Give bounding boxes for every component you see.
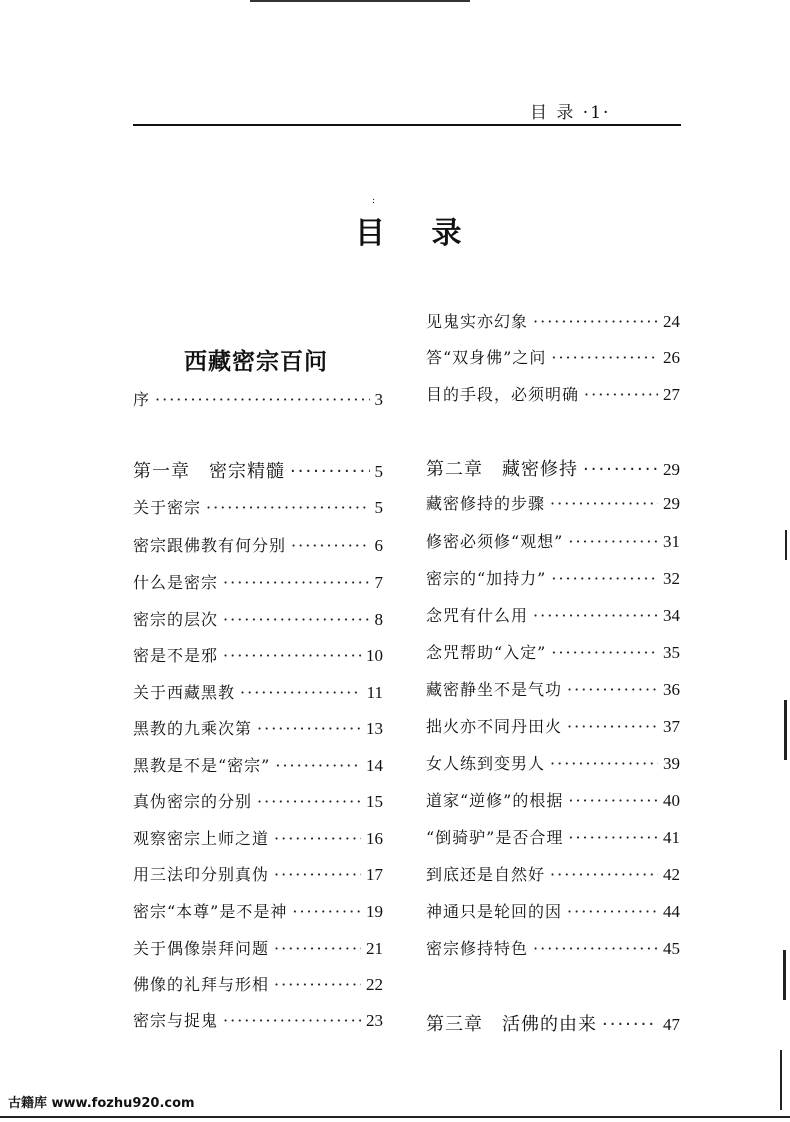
toc-page-number: 3 [374,390,383,409]
toc-entry-title: 佛像的礼拜与形相 [133,975,270,994]
toc-page-number: 15 [366,792,383,811]
toc-entry-title: 神通只是轮回的因 [426,902,563,921]
toc-entry-title: 念咒帮助“入定” [426,643,547,662]
toc-entry [426,566,680,589]
toc-leader-dots [533,312,658,331]
scan-margin-mark [780,1050,782,1110]
toc-entry [426,382,680,405]
toc-page-number: 23 [366,1011,383,1030]
toc-entry-title: 密宗与捉鬼 [133,1011,219,1030]
toc-leader-dots [291,536,369,555]
toc-page-number: 8 [374,610,383,629]
scan-speck: : [372,196,376,206]
toc-entry [133,826,383,849]
toc-leader-dots [240,683,362,702]
toc-page-number: 5 [374,498,383,517]
toc-entry-title: 关于偶像崇拜问题 [133,939,270,958]
toc-page-number: 5 [374,462,383,481]
toc-page-number: 24 [663,312,680,331]
toc-entry [133,899,383,922]
toc-leader-dots [206,498,369,517]
toc-entry-title: 观察密宗上师之道 [133,829,270,848]
toc-entry [133,1008,383,1031]
toc-entry [426,751,680,774]
toc-page-number: 40 [663,791,680,810]
toc-leader-dots [223,646,361,665]
toc-page-number: 42 [663,865,680,884]
toc-leader-dots [567,902,658,921]
toc-entry-title: 密是不是邪 [133,646,219,665]
toc-entry [133,680,383,703]
toc-entry-title: 密宗跟佛教有何分别 [133,536,287,555]
toc-entry-title: 密宗的层次 [133,610,219,629]
toc-entry-title: 序 [133,390,151,409]
toc-leader-dots [550,754,658,773]
toc-entry-title: 黑教是不是“密宗” [133,756,271,775]
toc-entry-title: 道家“逆修”的根据 [426,791,564,810]
toc-page-number: 21 [366,939,383,958]
toc-page-number: 11 [366,683,383,702]
toc-entry-title: 真伪密宗的分别 [133,792,253,811]
toc-page-number: 47 [663,1015,680,1034]
toc-entry-title: 关于密宗 [133,498,202,517]
toc-page-number: 39 [663,754,680,773]
toc-entry [426,529,680,552]
toc-entry-title: 女人练到变男人 [426,754,546,773]
toc-entry [426,309,680,332]
toc-page-number: 10 [366,646,383,665]
toc-leader-dots [550,865,658,884]
toc-entry [426,788,680,811]
toc-entry-title: 念咒有什么用 [426,606,529,625]
toc-leader-dots [583,459,658,480]
toc-entry-title: 黑教的九乘次第 [133,719,253,738]
toc-entry-title: 第三章 活佛的由来 [426,1014,597,1035]
toc-entry-title: 拙火亦不同丹田火 [426,717,563,736]
toc-entry-title: 用三法印分别真伪 [133,865,270,884]
toc-leader-dots [274,829,361,848]
toc-page-number: 35 [663,643,680,662]
toc-leader-dots [567,717,658,736]
toc-leader-dots [274,865,361,884]
toc-page-number: 19 [366,902,383,921]
toc-page-number: 6 [374,536,383,555]
toc-leader-dots [290,461,370,482]
toc-entry [426,714,680,737]
toc-entry [133,570,383,593]
toc-leader-dots [551,643,658,662]
toc-page-number: 31 [663,532,680,551]
toc-chapter-entry [426,1010,680,1036]
scan-top-edge [250,0,470,2]
toc-leader-dots [533,939,658,958]
toc-entry [133,789,383,812]
toc-entry [426,936,680,959]
toc-entry-title: 目的手段，必须明确 [426,385,580,404]
toc-page-number: 13 [366,719,383,738]
toc-entry-title: 藏密修持的步骤 [426,494,546,513]
toc-page-number: 45 [663,939,680,958]
toc-leader-dots [567,680,658,699]
toc-entry [133,533,383,556]
toc-leader-dots [551,569,658,588]
toc-leader-dots [602,1014,658,1035]
toc-leader-dots [257,792,361,811]
toc-entry-title: 什么是密宗 [133,573,219,592]
toc-entry [426,345,680,368]
toc-entry-title: 见鬼实亦幻象 [426,312,529,331]
toc-entry-title: 密宗的“加持力” [426,569,547,588]
toc-leader-dots [584,385,658,404]
toc-entry-title: 第二章 藏密修持 [426,459,578,480]
toc-leader-dots [568,532,658,551]
toc-page-number: 22 [366,975,383,994]
scan-margin-mark [785,530,787,560]
toc-page-number: 29 [663,460,680,479]
toc-entry-title: “倒骑驴”是否合理 [426,828,564,847]
toc-entry [133,936,383,959]
toc-entry-title: 关于西藏黑教 [133,683,236,702]
toc-entry [133,862,383,885]
toc-leader-dots [551,348,658,367]
toc-page-number: 41 [663,828,680,847]
toc-leader-dots [223,610,369,629]
toc-leader-dots [223,1011,361,1030]
toc-entry [133,387,383,410]
book-title: 西藏密宗百问 [184,348,328,375]
toc-leader-dots [550,494,658,513]
toc-entry [133,495,383,518]
toc-leader-dots [257,719,361,738]
toc-page-number: 32 [663,569,680,588]
toc-entry [133,607,383,630]
toc-leader-dots [155,390,369,409]
toc-entry-title: 密宗“本尊”是不是神 [133,902,288,921]
toc-page-number: 27 [663,385,680,404]
toc-leader-dots [274,939,361,958]
toc-entry-title: 到底还是自然好 [426,865,546,884]
toc-entry [426,825,680,848]
toc-leader-dots [292,902,361,921]
toc-entry [426,899,680,922]
toc-leader-dots [568,791,658,810]
toc-entry [426,603,680,626]
scan-margin-mark [784,700,787,760]
toc-entry-title: 藏密静坐不是气功 [426,680,563,699]
toc-entry-title: 答“双身佛”之问 [426,348,547,367]
toc-entry [426,640,680,663]
toc-entry [133,716,383,739]
toc-page-number: 37 [663,717,680,736]
toc-page-number: 34 [663,606,680,625]
toc-entry-title: 密宗修持特色 [426,939,529,958]
toc-page-number: 14 [366,756,383,775]
toc-leader-dots [223,573,369,592]
toc-entry [426,677,680,700]
toc-page-number: 36 [663,680,680,699]
toc-entry-title: 修密必须修“观想” [426,532,564,551]
toc-entry [426,862,680,885]
toc-entry-title: 第一章 密宗精髓 [133,461,285,482]
toc-leader-dots [274,975,361,994]
header-rule [133,124,681,126]
toc-page-number: 7 [374,573,383,592]
toc-entry [426,491,680,514]
toc-page-number: 44 [663,902,680,921]
toc-entry [133,972,383,995]
toc-entry [133,753,383,776]
footer-rule [0,1116,790,1118]
toc-page-number: 16 [366,829,383,848]
toc-page-number: 26 [663,348,680,367]
toc-entry [133,643,383,666]
toc-leader-dots [568,828,658,847]
toc-leader-dots [275,756,361,775]
toc-page-number: 29 [663,494,680,513]
running-head: 目 录 ·1· [530,103,611,123]
toc-page-number: 17 [366,865,383,884]
toc-chapter-entry [133,457,383,483]
watermark: 古籍库 www.fozhu920.com [8,1096,195,1111]
scan-margin-mark [783,950,786,1000]
toc-leader-dots [533,606,658,625]
page-title: 目 录 [355,216,480,251]
toc-chapter-entry [426,455,680,481]
